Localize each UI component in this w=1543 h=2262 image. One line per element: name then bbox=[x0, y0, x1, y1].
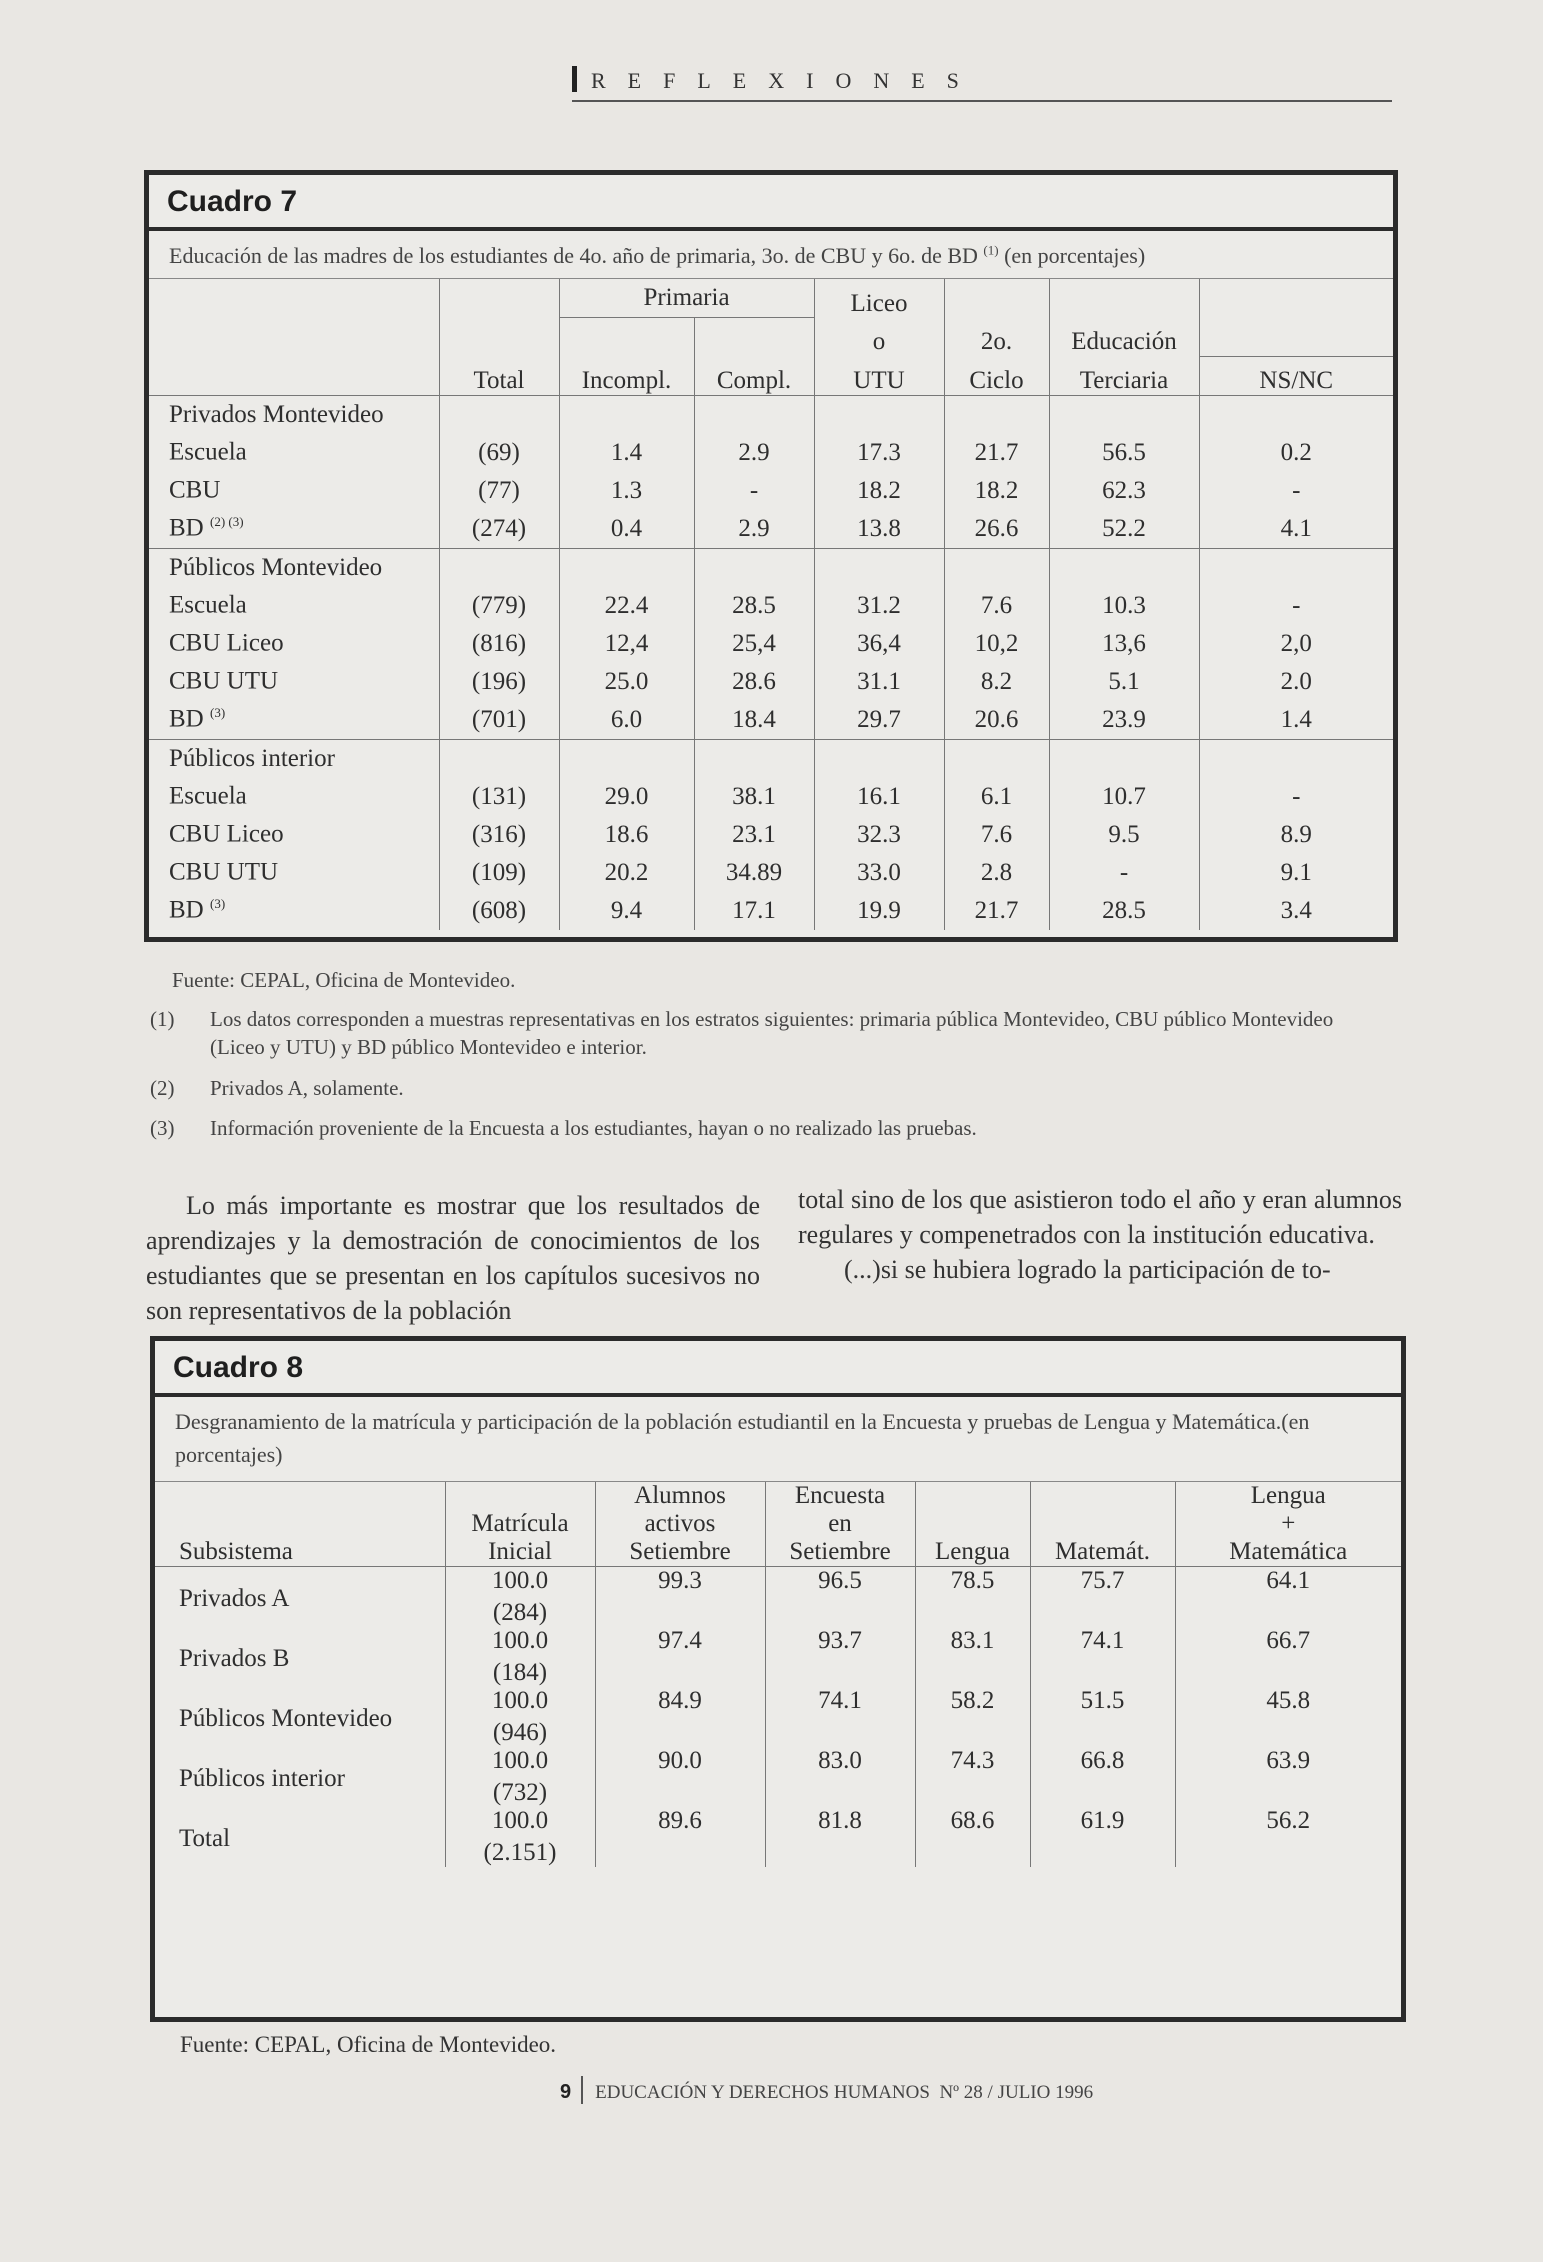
cell-total: (816) bbox=[439, 625, 559, 663]
cell-terciaria: 52.2 bbox=[1049, 510, 1199, 549]
running-head bbox=[572, 66, 1392, 102]
cell-total: (274) bbox=[439, 510, 559, 549]
table-7-source: Fuente: CEPAL, Oficina de Montevideo. bbox=[172, 968, 516, 992]
cell-encuesta: 74.1 bbox=[765, 1687, 915, 1747]
page-number: 9 bbox=[560, 2081, 572, 2103]
table-8-grid bbox=[155, 1482, 1401, 1867]
row-label bbox=[149, 472, 439, 510]
matricula-count: (946) bbox=[492, 1719, 548, 1746]
body-column-right bbox=[798, 1182, 1402, 1287]
cell-total: (109) bbox=[439, 854, 559, 892]
empty-cell bbox=[439, 395, 559, 434]
cell-lengua: 58.2 bbox=[915, 1687, 1030, 1747]
header-lm-1: Lengua bbox=[1175, 1482, 1401, 1510]
cell-compl: 25,4 bbox=[694, 625, 814, 663]
cell-incompl: 1.3 bbox=[559, 472, 694, 510]
cell-alumnos: 90.0 bbox=[595, 1747, 765, 1807]
cell-ciclo: 6.1 bbox=[944, 778, 1049, 816]
header-subsistema: Subsistema bbox=[179, 1538, 293, 1565]
matricula-value: 100.0 bbox=[491, 1807, 549, 1834]
row-label bbox=[149, 510, 439, 549]
cell-liceo: 33.0 bbox=[814, 854, 944, 892]
group-label: Privados Montevideo bbox=[149, 395, 439, 434]
cell-lengua: 74.3 bbox=[915, 1747, 1030, 1807]
table-row bbox=[155, 1567, 1401, 1628]
header-ciclo-2: Ciclo bbox=[944, 356, 1049, 395]
cell-lengua: 68.6 bbox=[915, 1807, 1030, 1867]
empty-cell bbox=[1049, 548, 1199, 587]
cell-ciclo: 18.2 bbox=[944, 472, 1049, 510]
cell-nsnc: 1.4 bbox=[1199, 701, 1393, 740]
cell-liceo: 31.2 bbox=[814, 587, 944, 625]
cell-lm: 66.7 bbox=[1175, 1627, 1401, 1687]
header-incompl: Incompl. bbox=[559, 356, 694, 395]
cell-matricula bbox=[445, 1567, 595, 1628]
table-7-title: Cuadro 7 bbox=[149, 175, 1393, 231]
cell-terciaria: 23.9 bbox=[1049, 701, 1199, 740]
table-row bbox=[149, 854, 1393, 892]
header-alumnos-2: activos bbox=[595, 1510, 765, 1538]
row-label: Privados B bbox=[179, 1645, 290, 1672]
cell-liceo: 32.3 bbox=[814, 816, 944, 854]
cell-incompl: 29.0 bbox=[559, 778, 694, 816]
cell-terciaria: 10.7 bbox=[1049, 778, 1199, 816]
cell-total: (608) bbox=[439, 892, 559, 930]
empty-cell bbox=[814, 395, 944, 434]
page-footer bbox=[560, 2076, 1093, 2104]
matricula-value: 100.0 bbox=[491, 1687, 549, 1714]
cell-terciaria: 28.5 bbox=[1049, 892, 1199, 930]
empty-cell bbox=[944, 395, 1049, 434]
group-label: Públicos Montevideo bbox=[149, 548, 439, 587]
cell-liceo: 17.3 bbox=[814, 434, 944, 472]
cell-total: (69) bbox=[439, 434, 559, 472]
table-row bbox=[149, 816, 1393, 854]
empty-cell bbox=[1199, 395, 1393, 434]
cell-liceo: 19.9 bbox=[814, 892, 944, 930]
cell-incompl: 1.4 bbox=[559, 434, 694, 472]
table-row bbox=[149, 778, 1393, 816]
row-label: Total bbox=[179, 1825, 231, 1852]
row-label bbox=[149, 434, 439, 472]
cell-total: (701) bbox=[439, 701, 559, 740]
table-row bbox=[155, 1747, 1401, 1807]
row-name: Escuela bbox=[169, 438, 247, 466]
row-label: Públicos Montevideo bbox=[179, 1705, 393, 1732]
cell-compl: - bbox=[694, 472, 814, 510]
empty-cell bbox=[439, 739, 559, 778]
matricula-value: 100.0 bbox=[491, 1567, 549, 1594]
empty-cell bbox=[1199, 548, 1393, 587]
table-row bbox=[149, 892, 1393, 930]
cell-terciaria: 5.1 bbox=[1049, 663, 1199, 701]
body-paragraph-right-1: total sino de los que asistieron todo el año y eran alumnos regulares y compenetrados con la institución educativa. bbox=[798, 1185, 1402, 1249]
header-lengua: Lengua bbox=[915, 1538, 1030, 1567]
empty-cell bbox=[694, 739, 814, 778]
group-header bbox=[149, 548, 1393, 587]
cell-total: (77) bbox=[439, 472, 559, 510]
cell-ciclo: 10,2 bbox=[944, 625, 1049, 663]
table-row bbox=[149, 587, 1393, 625]
cell-compl: 23.1 bbox=[694, 816, 814, 854]
cell-encuesta: 83.0 bbox=[765, 1747, 915, 1807]
cell-compl: 28.6 bbox=[694, 663, 814, 701]
cell-terciaria: 9.5 bbox=[1049, 816, 1199, 854]
cell-matemat: 75.7 bbox=[1030, 1567, 1175, 1628]
table-row bbox=[149, 510, 1393, 549]
cell-lm: 63.9 bbox=[1175, 1747, 1401, 1807]
row-label bbox=[149, 892, 439, 930]
header-lm-2: + bbox=[1175, 1510, 1401, 1538]
cell-alumnos: 84.9 bbox=[595, 1687, 765, 1747]
empty-cell bbox=[559, 395, 694, 434]
row-label: Privados A bbox=[179, 1585, 290, 1612]
cell-nsnc: 0.2 bbox=[1199, 434, 1393, 472]
row-name: CBU UTU bbox=[169, 667, 279, 695]
cell-compl: 34.89 bbox=[694, 854, 814, 892]
cell-matricula bbox=[445, 1687, 595, 1747]
header-ciclo-1: 2o. bbox=[944, 318, 1049, 357]
row-name: BD bbox=[169, 514, 204, 542]
empty-cell bbox=[944, 548, 1049, 587]
cell-incompl: 12,4 bbox=[559, 625, 694, 663]
cell-nsnc: 3.4 bbox=[1199, 892, 1393, 930]
cell-compl: 17.1 bbox=[694, 892, 814, 930]
empty-cell bbox=[814, 548, 944, 587]
cell-nsnc: 4.1 bbox=[1199, 510, 1393, 549]
matricula-count: (284) bbox=[492, 1599, 548, 1626]
empty-cell bbox=[559, 548, 694, 587]
cell-nsnc: 9.1 bbox=[1199, 854, 1393, 892]
cell-nsnc: - bbox=[1199, 472, 1393, 510]
header-alumnos-1: Alumnos bbox=[595, 1482, 765, 1510]
cell-total: (131) bbox=[439, 778, 559, 816]
cell-incompl: 20.2 bbox=[559, 854, 694, 892]
cell-lm: 64.1 bbox=[1175, 1567, 1401, 1628]
group-header bbox=[149, 395, 1393, 434]
table-7-caption-text: Educación de las madres de los estudiantes de 4o. año de primaria, 3o. de CBU y 6o. de BD bbox=[169, 243, 978, 268]
matricula-count: (732) bbox=[492, 1779, 548, 1806]
table-7-caption bbox=[149, 231, 1393, 279]
cell-encuesta: 96.5 bbox=[765, 1567, 915, 1628]
empty-cell bbox=[1049, 739, 1199, 778]
row-note: (3) bbox=[209, 896, 226, 912]
cell-ciclo: 2.8 bbox=[944, 854, 1049, 892]
cell-lengua: 78.5 bbox=[915, 1567, 1030, 1628]
row-name: CBU Liceo bbox=[169, 820, 284, 848]
table-7-notes bbox=[150, 968, 1390, 1154]
cell-compl: 38.1 bbox=[694, 778, 814, 816]
cell-lengua: 83.1 bbox=[915, 1627, 1030, 1687]
body-paragraph-left: Lo más importante es mostrar que los resultados de aprendizajes y la demostración de conocimientos de los estudiantes que se presentan en los capítulos sucesivos no son representativos de la población bbox=[146, 1191, 760, 1325]
cell-matemat: 66.8 bbox=[1030, 1747, 1175, 1807]
row-name: Escuela bbox=[169, 782, 247, 810]
footer-publication: EDUCACIÓN Y DERECHOS HUMANOS bbox=[595, 2082, 930, 2103]
header-matricula-1: Matrícula bbox=[445, 1510, 595, 1538]
cell-ciclo: 7.6 bbox=[944, 816, 1049, 854]
header-encuesta-2: en bbox=[765, 1510, 915, 1538]
running-head-text: REFLEXIONES bbox=[591, 68, 981, 93]
table-7-caption-suffix: (en porcentajes) bbox=[1004, 243, 1146, 268]
table-8-source: Fuente: CEPAL, Oficina de Montevideo. bbox=[180, 2032, 557, 2057]
cell-liceo: 31.1 bbox=[814, 663, 944, 701]
header-primaria: Primaria bbox=[559, 279, 814, 318]
cell-total: (316) bbox=[439, 816, 559, 854]
group-header bbox=[149, 739, 1393, 778]
row-label bbox=[149, 816, 439, 854]
cell-matemat: 51.5 bbox=[1030, 1687, 1175, 1747]
cell-liceo: 36,4 bbox=[814, 625, 944, 663]
header-alumnos-3: Setiembre bbox=[595, 1538, 765, 1567]
cell-total: (196) bbox=[439, 663, 559, 701]
footer-separator bbox=[581, 2076, 583, 2104]
cell-liceo: 18.2 bbox=[814, 472, 944, 510]
cell-terciaria: - bbox=[1049, 854, 1199, 892]
cell-ciclo: 21.7 bbox=[944, 434, 1049, 472]
table-row bbox=[155, 1807, 1401, 1867]
empty-cell bbox=[814, 739, 944, 778]
cell-ciclo: 21.7 bbox=[944, 892, 1049, 930]
cell-lm: 45.8 bbox=[1175, 1687, 1401, 1747]
cell-matricula bbox=[445, 1747, 595, 1807]
cell-incompl: 9.4 bbox=[559, 892, 694, 930]
table-8-title: Cuadro 8 bbox=[155, 1341, 1401, 1397]
table-row bbox=[149, 472, 1393, 510]
running-head-bar bbox=[572, 66, 577, 92]
header-nsnc: NS/NC bbox=[1199, 356, 1393, 395]
row-label bbox=[149, 625, 439, 663]
body-paragraph-right-2: (...)si se hubiera logrado la participación de to- bbox=[844, 1255, 1331, 1284]
matricula-count: (184) bbox=[492, 1659, 548, 1686]
cell-terciaria: 56.5 bbox=[1049, 434, 1199, 472]
note-2: (2) Privados A, solamente. bbox=[150, 1075, 404, 1100]
header-total: Total bbox=[439, 356, 559, 395]
cell-liceo: 16.1 bbox=[814, 778, 944, 816]
row-label bbox=[149, 778, 439, 816]
cell-compl: 18.4 bbox=[694, 701, 814, 740]
table-8 bbox=[150, 1336, 1406, 2022]
header-terciaria-1: Educación bbox=[1049, 318, 1199, 357]
note-3: (3) Información proveniente de la Encuesta a los estudiantes, hayan o no realizado las pruebas. bbox=[150, 1116, 977, 1141]
cell-compl: 2.9 bbox=[694, 434, 814, 472]
footer-issue: Nº 28 / JULIO 1996 bbox=[939, 2082, 1094, 2103]
note-1: (1) Los datos corresponden a muestras representativas en los estratos siguientes: primaria pública Montevideo, CBU público Montevideo (Liceo y UTU) y BD público Montevideo e interior. bbox=[150, 1007, 1334, 1060]
cell-incompl: 0.4 bbox=[559, 510, 694, 549]
cell-ciclo: 8.2 bbox=[944, 663, 1049, 701]
cell-matricula bbox=[445, 1807, 595, 1867]
row-note: (2) (3) bbox=[209, 514, 244, 530]
cell-total: (779) bbox=[439, 587, 559, 625]
header-matricula-2: Inicial bbox=[445, 1538, 595, 1567]
empty-cell bbox=[439, 548, 559, 587]
cell-incompl: 22.4 bbox=[559, 587, 694, 625]
cell-liceo: 13.8 bbox=[814, 510, 944, 549]
table-row bbox=[155, 1627, 1401, 1687]
row-name: CBU UTU bbox=[169, 858, 279, 886]
empty-cell bbox=[944, 739, 1049, 778]
cell-incompl: 6.0 bbox=[559, 701, 694, 740]
row-label bbox=[149, 854, 439, 892]
empty-cell bbox=[1199, 739, 1393, 778]
table-7 bbox=[144, 170, 1398, 942]
cell-liceo: 29.7 bbox=[814, 701, 944, 740]
body-column-left bbox=[146, 1188, 760, 1328]
cell-matricula bbox=[445, 1627, 595, 1687]
row-label: Públicos interior bbox=[179, 1765, 345, 1792]
cell-lm: 56.2 bbox=[1175, 1807, 1401, 1867]
header-matemat: Matemát. bbox=[1030, 1538, 1175, 1567]
header-liceo-3: UTU bbox=[814, 356, 944, 395]
table-row bbox=[149, 701, 1393, 740]
cell-encuesta: 81.8 bbox=[765, 1807, 915, 1867]
matricula-value: 100.0 bbox=[491, 1747, 549, 1774]
table-7-grid bbox=[149, 279, 1393, 930]
table-row bbox=[149, 625, 1393, 663]
matricula-value: 100.0 bbox=[491, 1627, 549, 1654]
cell-encuesta: 93.7 bbox=[765, 1627, 915, 1687]
cell-alumnos: 99.3 bbox=[595, 1567, 765, 1628]
cell-alumnos: 97.4 bbox=[595, 1627, 765, 1687]
cell-nsnc: - bbox=[1199, 778, 1393, 816]
cell-nsnc: 2,0 bbox=[1199, 625, 1393, 663]
cell-incompl: 25.0 bbox=[559, 663, 694, 701]
table-8-caption: Desgranamiento de la matrícula y participación de la población estudiantil en la Encuesta y pruebas de Lengua y Matemática.(en porcentajes) bbox=[155, 1397, 1401, 1482]
cell-ciclo: 20.6 bbox=[944, 701, 1049, 740]
cell-nsnc: 2.0 bbox=[1199, 663, 1393, 701]
header-encuesta-1: Encuesta bbox=[765, 1482, 915, 1510]
row-name: Escuela bbox=[169, 591, 247, 619]
cell-compl: 28.5 bbox=[694, 587, 814, 625]
group-label: Públicos interior bbox=[149, 739, 439, 778]
row-name: BD bbox=[169, 896, 204, 924]
cell-terciaria: 13,6 bbox=[1049, 625, 1199, 663]
cell-incompl: 18.6 bbox=[559, 816, 694, 854]
table-row bbox=[149, 434, 1393, 472]
row-name: BD bbox=[169, 705, 204, 733]
cell-nsnc: 8.9 bbox=[1199, 816, 1393, 854]
cell-terciaria: 62.3 bbox=[1049, 472, 1199, 510]
header-compl: Compl. bbox=[694, 356, 814, 395]
empty-cell bbox=[559, 739, 694, 778]
cell-ciclo: 26.6 bbox=[944, 510, 1049, 549]
cell-alumnos: 89.6 bbox=[595, 1807, 765, 1867]
cell-ciclo: 7.6 bbox=[944, 587, 1049, 625]
table-7-caption-note: (1) bbox=[983, 242, 999, 258]
table-row bbox=[149, 663, 1393, 701]
cell-compl: 2.9 bbox=[694, 510, 814, 549]
header-liceo-1: Liceo bbox=[814, 279, 944, 318]
row-name: CBU bbox=[169, 476, 221, 504]
row-note: (3) bbox=[209, 705, 226, 721]
row-name: CBU Liceo bbox=[169, 629, 284, 657]
row-label bbox=[149, 701, 439, 740]
header-liceo-2: o bbox=[814, 318, 944, 357]
table-row bbox=[155, 1687, 1401, 1747]
cell-matemat: 61.9 bbox=[1030, 1807, 1175, 1867]
cell-terciaria: 10.3 bbox=[1049, 587, 1199, 625]
row-label bbox=[149, 663, 439, 701]
header-encuesta-3: Setiembre bbox=[765, 1538, 915, 1567]
cell-nsnc: - bbox=[1199, 587, 1393, 625]
empty-cell bbox=[694, 395, 814, 434]
header-terciaria-2: Terciaria bbox=[1049, 356, 1199, 395]
header-lm-3: Matemática bbox=[1175, 1538, 1401, 1567]
cell-matemat: 74.1 bbox=[1030, 1627, 1175, 1687]
empty-cell bbox=[1049, 395, 1199, 434]
matricula-count: (2.151) bbox=[483, 1839, 557, 1866]
row-label bbox=[149, 587, 439, 625]
empty-cell bbox=[694, 548, 814, 587]
